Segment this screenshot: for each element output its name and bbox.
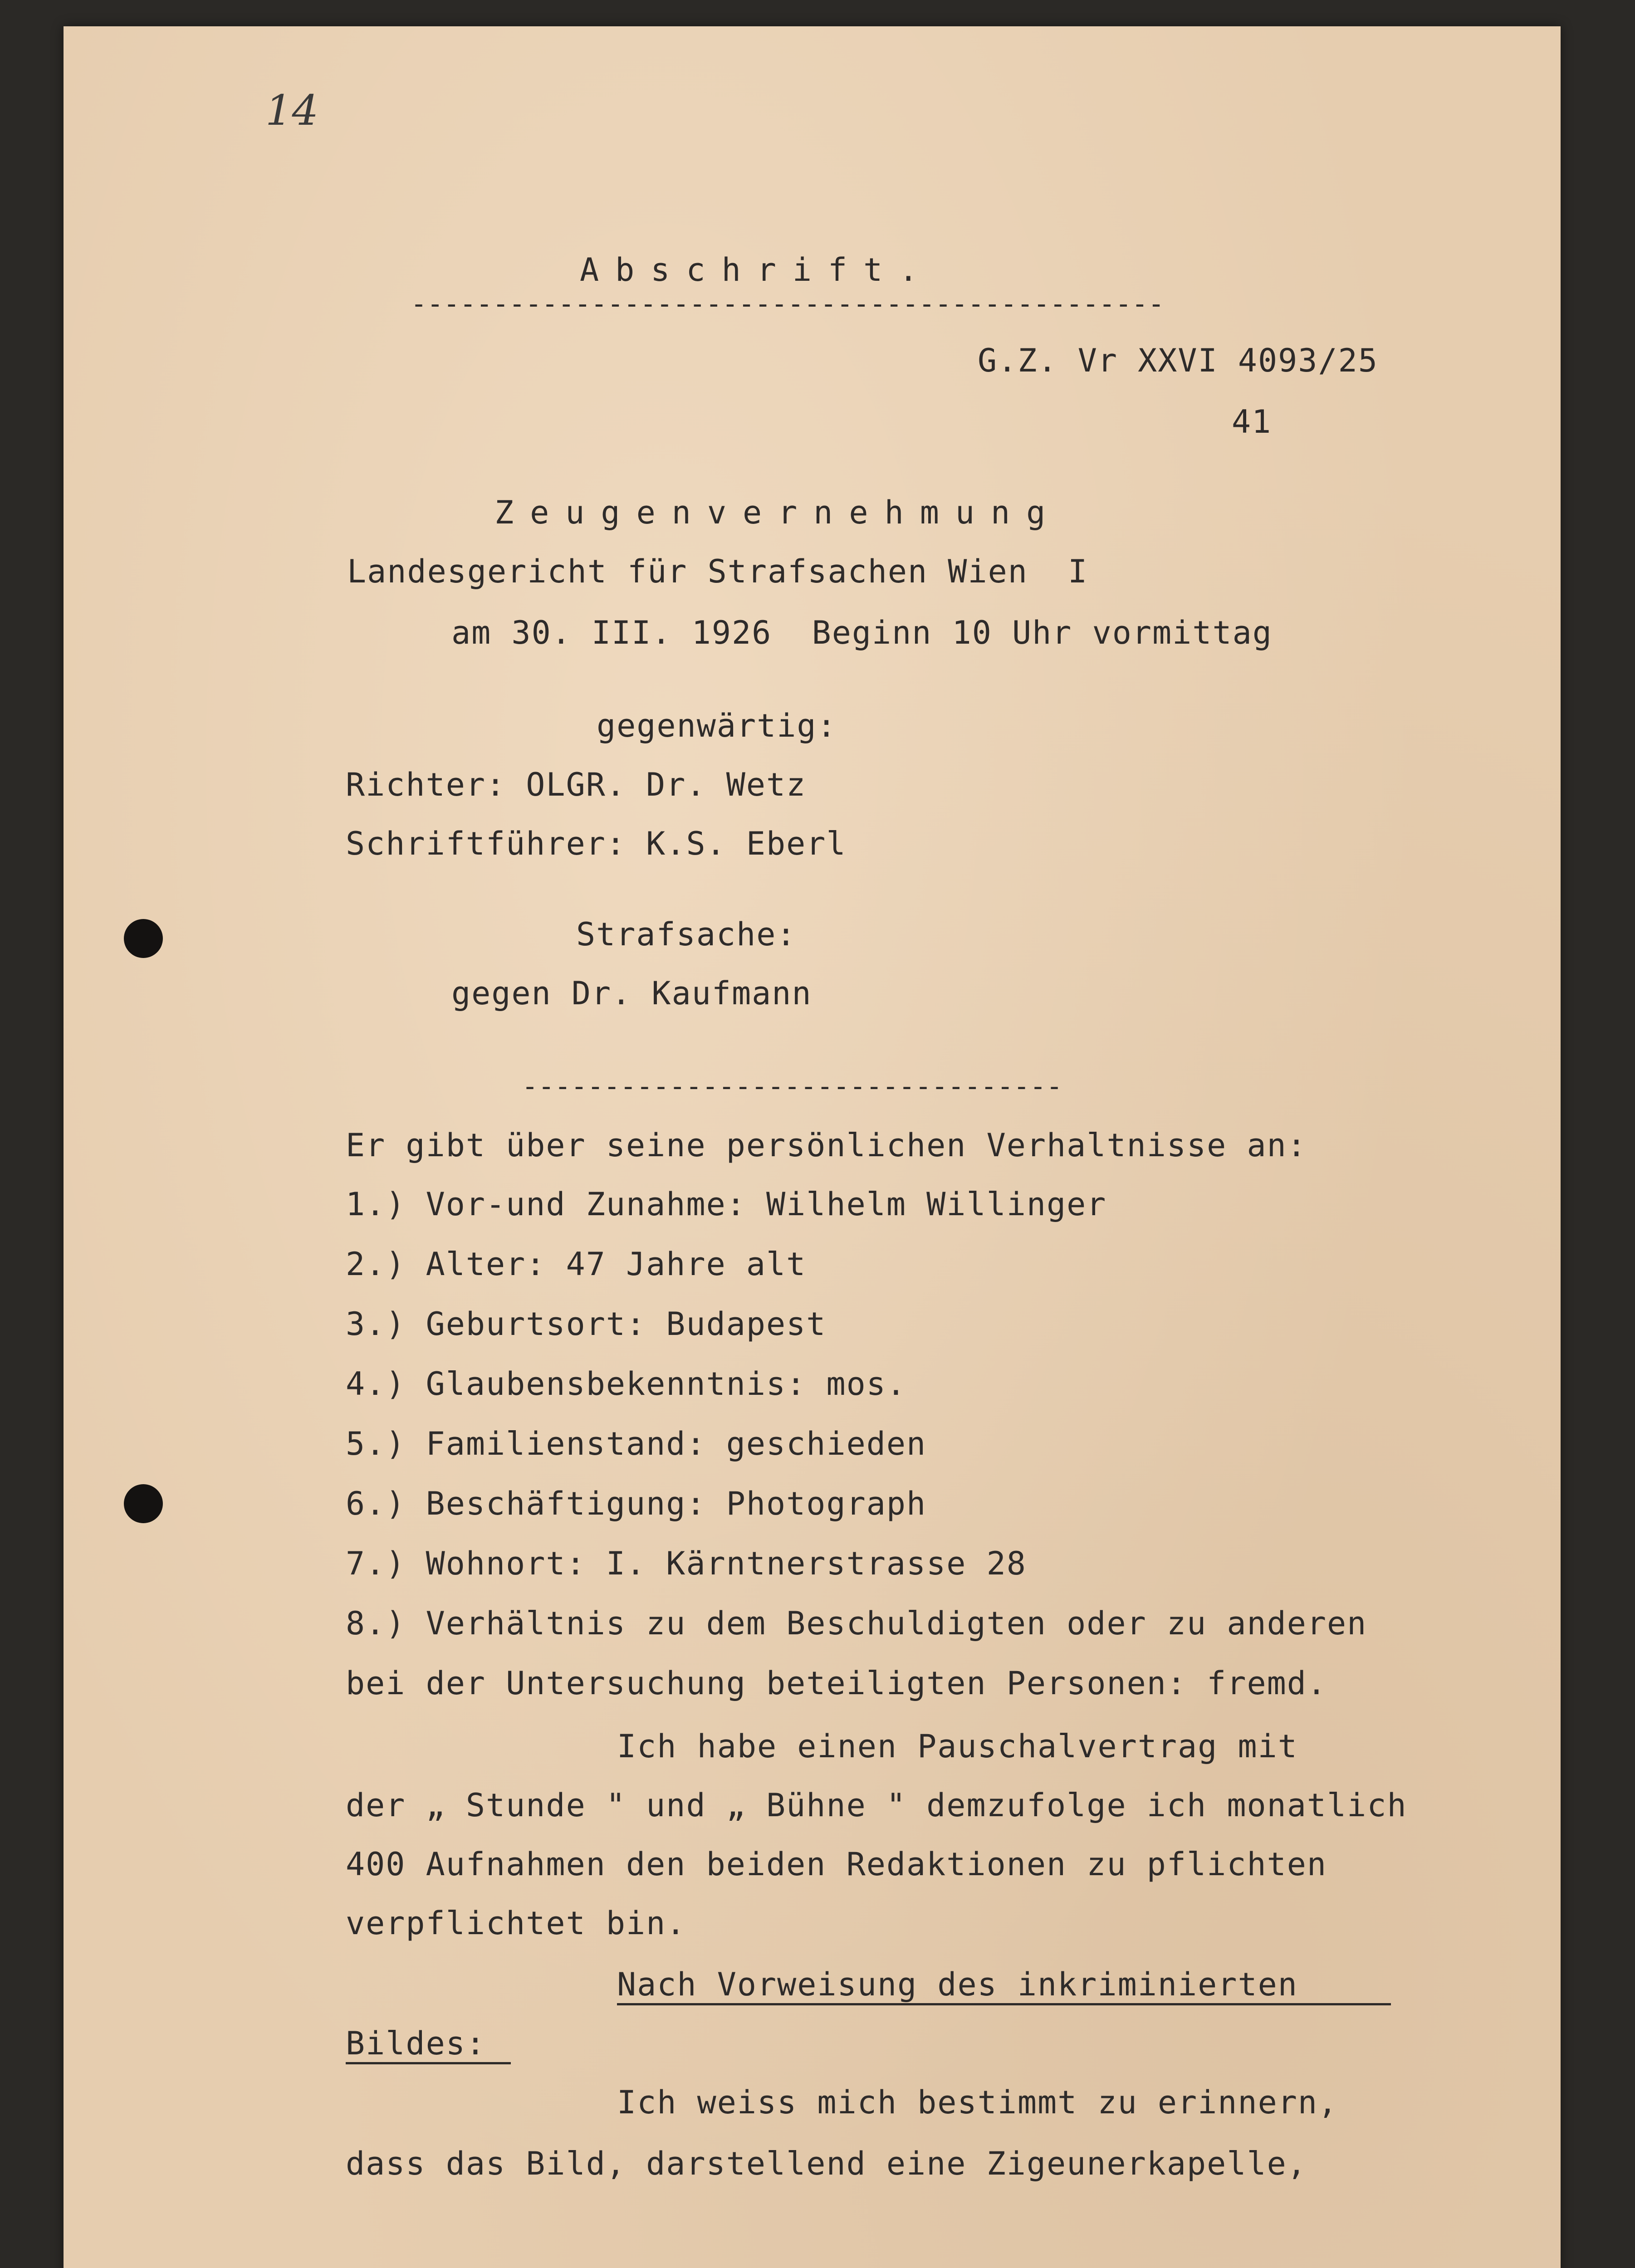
court-name: Landesgericht für Strafsachen Wien I	[347, 553, 1088, 590]
personal-item-5: 5.) Familienstand: geschieden	[346, 1425, 927, 1462]
statement-line-3: 400 Aufnahmen den beiden Redaktionen zu pflichten	[346, 1846, 1327, 1883]
punch-hole-top	[124, 919, 163, 958]
notice-line-1: Nach Vorweisung des inkriminierten	[617, 1966, 1298, 2003]
document-heading: Abschrift.	[580, 251, 935, 288]
folio-number: 14	[265, 86, 319, 135]
personal-item-4: 4.) Glaubensbekenntnis: mos.	[346, 1365, 907, 1403]
statement-line-1: Ich habe einen Pauschalvertrag mit	[617, 1728, 1298, 1765]
notice-underline-2	[346, 2062, 511, 2064]
personal-item-8-cont: bei der Untersuchung beteiligten Personen: fremd.	[346, 1665, 1327, 1702]
statement-line-4: verpflichtet bin.	[346, 1905, 686, 1942]
notice-underline-1	[617, 2003, 1391, 2005]
statement-line-2: der „ Stunde " und „ Bühne " demzufolge ich monatlich	[346, 1787, 1407, 1824]
personal-item-6: 6.) Beschäftigung: Photograph	[346, 1485, 927, 1522]
page-number: 41	[1232, 403, 1272, 440]
heading-rule: ----------------------------------------------	[411, 288, 1165, 320]
present-label: gegenwärtig:	[597, 707, 837, 744]
punch-hole-bottom	[124, 1484, 163, 1523]
matter-label: Strafsache:	[576, 916, 797, 953]
personal-item-3: 3.) Geburtsort: Budapest	[346, 1305, 827, 1343]
judge-line: Richter: OLGR. Dr. Wetz	[346, 766, 807, 803]
clerk-line: Schriftführer: K.S. Eberl	[346, 825, 847, 862]
recall-line-1: Ich weiss mich bestimmt zu erinnern,	[617, 2084, 1338, 2121]
hearing-date: am 30. III. 1926 Beginn 10 Uhr vormittag	[451, 614, 1273, 651]
personal-item-7: 7.) Wohnort: I. Kärntnerstrasse 28	[346, 1545, 1027, 1582]
personal-item-1: 1.) Vor-und Zunahme: Wilhelm Willinger	[346, 1186, 1107, 1223]
matter-line: gegen Dr. Kaufmann	[451, 975, 812, 1012]
personal-item-2: 2.) Alter: 47 Jahre alt	[346, 1246, 807, 1283]
document-title: Zeugenvernehmung	[494, 494, 1062, 531]
personal-item-8: 8.) Verhältnis zu dem Beschuldigten oder zu anderen	[346, 1605, 1367, 1642]
section-rule: ---------------------------------	[522, 1070, 1063, 1102]
personal-intro: Er gibt über seine persönlichen Verhaltnisse an:	[346, 1127, 1307, 1164]
notice-line-2: Bildes:	[346, 2025, 486, 2062]
recall-line-2: dass das Bild, darstellend eine Zigeunerkapelle,	[346, 2145, 1307, 2182]
case-number: G.Z. Vr XXVI 4093/25	[978, 342, 1378, 379]
